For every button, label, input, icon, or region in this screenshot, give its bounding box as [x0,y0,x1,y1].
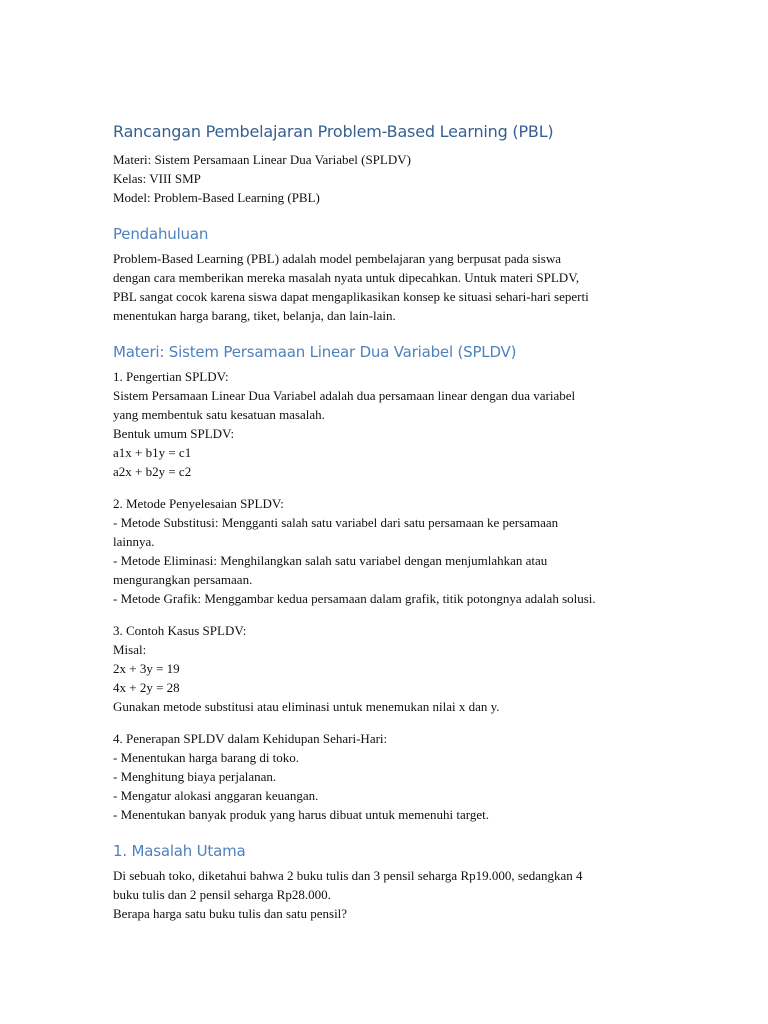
masalah-paragraph [113,866,673,923]
spacer [113,716,673,729]
paragraph-line: Gunakan metode substitusi atau eliminasi untuk menemukan nilai x dan y. [113,699,500,714]
paragraph-line: 1. Pengertian SPLDV: [113,369,229,384]
paragraph-line: Berapa harga satu buku tulis dan satu pensil? [113,906,348,921]
heading-masalah-utama: 1. Masalah Utama [113,842,246,860]
meta-materi: Materi: Sistem Persamaan Linear Dua Variabel (SPLDV) [113,152,411,167]
list-item: - Mengatur alokasi anggaran keuangan. [113,788,319,803]
paragraph-line: mengurangkan persamaan. [113,572,253,587]
paragraph-line: Sistem Persamaan Linear Dua Variabel adalah dua persamaan linear dengan dua variabel [113,388,576,403]
heading-pendahuluan: Pendahuluan [113,225,209,243]
materi-block-3 [113,621,673,716]
meta-kelas: Kelas: VIII SMP [113,171,201,186]
paragraph-line: - Metode Grafik: Menggambar kedua persamaan dalam grafik, titik potongnya adalah solusi. [113,591,596,606]
paragraph-line: Di sebuah toko, diketahui bahwa 2 buku tulis dan 3 pensil seharga Rp19.000, sedangkan 4 [113,868,583,883]
meta-block [113,150,673,207]
pendahuluan-paragraph [113,249,673,325]
paragraph-line: Bentuk umum SPLDV: [113,426,235,441]
document-title: Rancangan Pembelajaran Problem-Based Learning (PBL) [113,122,554,141]
spacer [113,481,673,494]
document-page [113,118,673,923]
paragraph-line: - Metode Eliminasi: Menghilangkan salah satu variabel dengan menjumlahkan atau [113,553,548,568]
equation-line: a2x + b2y = c2 [113,464,192,479]
equation-line: 4x + 2y = 28 [113,680,180,695]
heading-materi: Materi: Sistem Persamaan Linear Dua Variabel (SPLDV) [113,343,517,361]
equation-line: 2x + 3y = 19 [113,661,180,676]
paragraph-line: yang membentuk satu kesatuan masalah. [113,407,325,422]
paragraph-line: Problem-Based Learning (PBL) adalah model pembelajaran yang berpusat pada siswa [113,251,561,266]
paragraph-line: 2. Metode Penyelesaian SPLDV: [113,496,284,511]
meta-model: Model: Problem-Based Learning (PBL) [113,190,320,205]
materi-block-1 [113,367,673,481]
paragraph-line: lainnya. [113,534,155,549]
spacer [113,608,673,621]
paragraph-line: Misal: [113,642,147,657]
paragraph-line: menentukan harga barang, tiket, belanja, dan lain-lain. [113,308,396,323]
paragraph-line: 4. Penerapan SPLDV dalam Kehidupan Sehari-Hari: [113,731,388,746]
list-item: - Menentukan banyak produk yang harus dibuat untuk memenuhi target. [113,807,489,822]
paragraph-line: PBL sangat cocok karena siswa dapat mengaplikasikan konsep ke situasi sehari-hari seperti [113,289,589,304]
paragraph-line: dengan cara memberikan mereka masalah nyata untuk dipecahkan. Untuk materi SPLDV, [113,270,580,285]
paragraph-line: buku tulis dan 2 pensil seharga Rp28.000. [113,887,331,902]
list-item: - Menghitung biaya perjalanan. [113,769,277,784]
paragraph-line: - Metode Substitusi: Mengganti salah satu variabel dari satu persamaan ke persamaan [113,515,559,530]
equation-line: a1x + b1y = c1 [113,445,192,460]
list-item: - Menentukan harga barang di toko. [113,750,300,765]
materi-block-4 [113,729,673,824]
materi-block-2 [113,494,673,608]
paragraph-line: 3. Contoh Kasus SPLDV: [113,623,247,638]
